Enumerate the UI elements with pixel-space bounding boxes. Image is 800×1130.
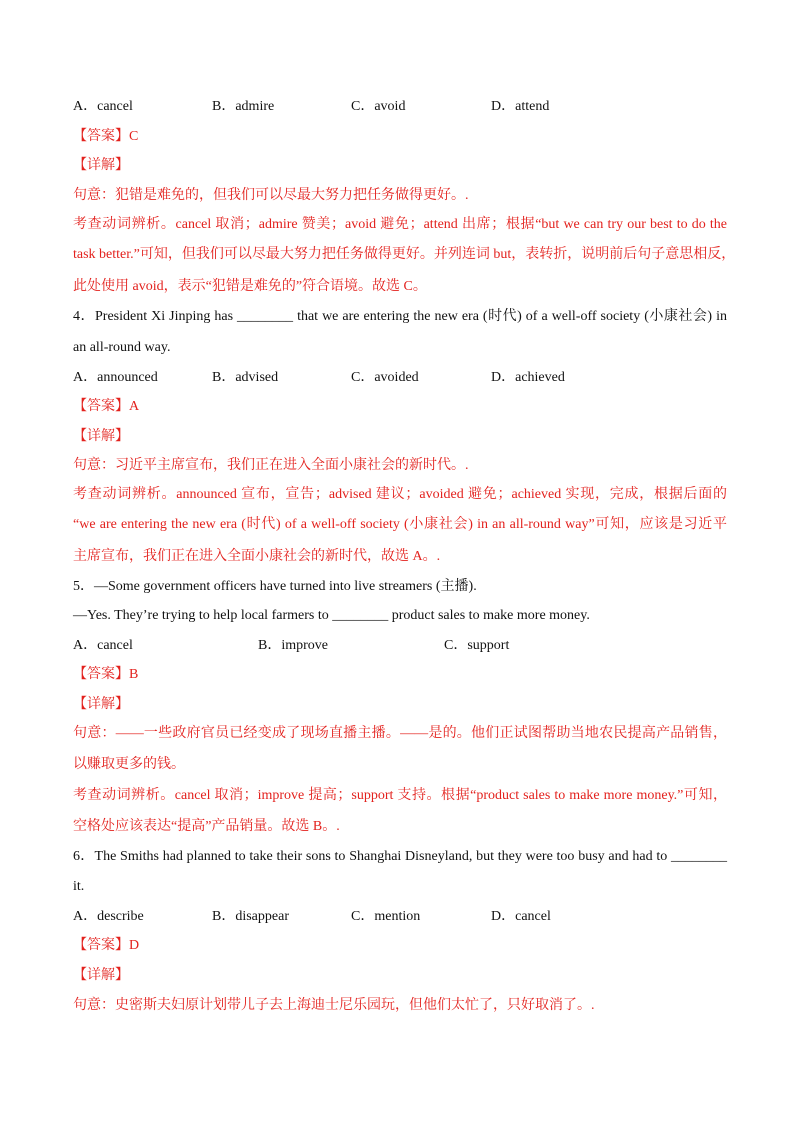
q6-option-c: C．mention [351, 909, 421, 924]
q5-analysis-line: 考查动词辨析。cancel 取消；improve 提高；support 支持。根据“product sales to make more money.”可知， [73, 788, 727, 803]
q6-stem-line: 6．The Smiths had planned to take their sons to Shanghai Disneyland, but they were too busy and had to ________ [73, 849, 727, 864]
q4-option-b: B．advised [212, 370, 279, 385]
q6-meaning: 句意：史密斯夫妇原计划带儿子去上海迪士尼乐园玩，但他们太忙了，只好取消了。. [73, 998, 595, 1013]
q5-meaning-line: 句意：——一些政府官员已经变成了现场直播主播。——是的。他们正试图帮助当地农民提高产品销售， [73, 726, 727, 741]
q3-answer: 【答案】C [73, 129, 139, 144]
q3-detail-heading: 【详解】 [73, 158, 129, 173]
q5-detail-heading: 【详解】 [73, 697, 129, 712]
q3-option-b: B．admire [212, 99, 275, 114]
q6-detail-heading: 【详解】 [73, 968, 129, 983]
q5-option-c: C．support [444, 638, 510, 653]
q3-option-c: C．avoid [351, 99, 406, 114]
q6-option-d: D．cancel [491, 909, 551, 924]
q5-stem-line: 5．—Some government officers have turned into live streamers (主播). [73, 579, 477, 594]
q3-option-a: A．cancel [73, 99, 133, 114]
q6-stem-line: it. [73, 879, 85, 894]
q3-analysis-line: 考查动词辨析。cancel 取消；admire 赞美；avoid 避免；attend 出席；根据“but we can try our best to do the [73, 217, 727, 232]
q3-option-d: D．attend [491, 99, 550, 114]
q4-analysis-line: 主席宣布，我们正在进入全面小康社会的新时代，故选 A。. [73, 549, 441, 564]
q4-stem-line: 4．President Xi Jinping has ________ that we are entering the new era (时代) of a well-off society (小康社会) in [73, 309, 727, 324]
q3-meaning: 句意：犯错是难免的，但我们可以尽最大努力把任务做得更好。. [73, 188, 469, 203]
q6-answer: 【答案】D [73, 938, 140, 953]
q5-answer: 【答案】B [73, 667, 139, 682]
q6-option-b: B．disappear [212, 909, 289, 924]
q5-analysis-line: 空格处应该表达“提高”产品销量。故选 B。. [73, 819, 340, 834]
q3-analysis-line: task better.”可知，但我们可以尽最大努力把任务做得更好。并列连词 but，表转折，说明前后句子意思相反， [73, 247, 736, 262]
q5-stem-line: —Yes. They’re trying to help local farmers to ________ product sales to make more money. [73, 608, 590, 623]
q4-option-c: C．avoided [351, 370, 419, 385]
q5-meaning-line: 以赚取更多的钱。 [73, 757, 185, 772]
q4-analysis-line: “we are entering the new era (时代) of a well-off society (小康社会) in an all-round way”可知，应该是习近平 [73, 517, 727, 532]
q4-answer: 【答案】A [73, 399, 140, 414]
q4-analysis-line: 考查动词辨析。announced 宣布，宣告；advised 建议；avoided 避免；achieved 实现，完成，根据后面的 [73, 487, 727, 502]
q6-option-a: A．describe [73, 909, 144, 924]
q4-stem-line: an all-round way. [73, 340, 171, 355]
q5-option-b: B．improve [258, 638, 328, 653]
q5-option-a: A．cancel [73, 638, 133, 653]
q4-option-a: A．announced [73, 370, 158, 385]
q4-detail-heading: 【详解】 [73, 429, 129, 444]
q4-option-d: D．achieved [491, 370, 565, 385]
q3-analysis-line: 此处使用 avoid，表示“犯错是难免的”符合语境。故选 C。 [73, 279, 427, 294]
q4-meaning: 句意：习近平主席宣布，我们正在进入全面小康社会的新时代。. [73, 458, 469, 473]
